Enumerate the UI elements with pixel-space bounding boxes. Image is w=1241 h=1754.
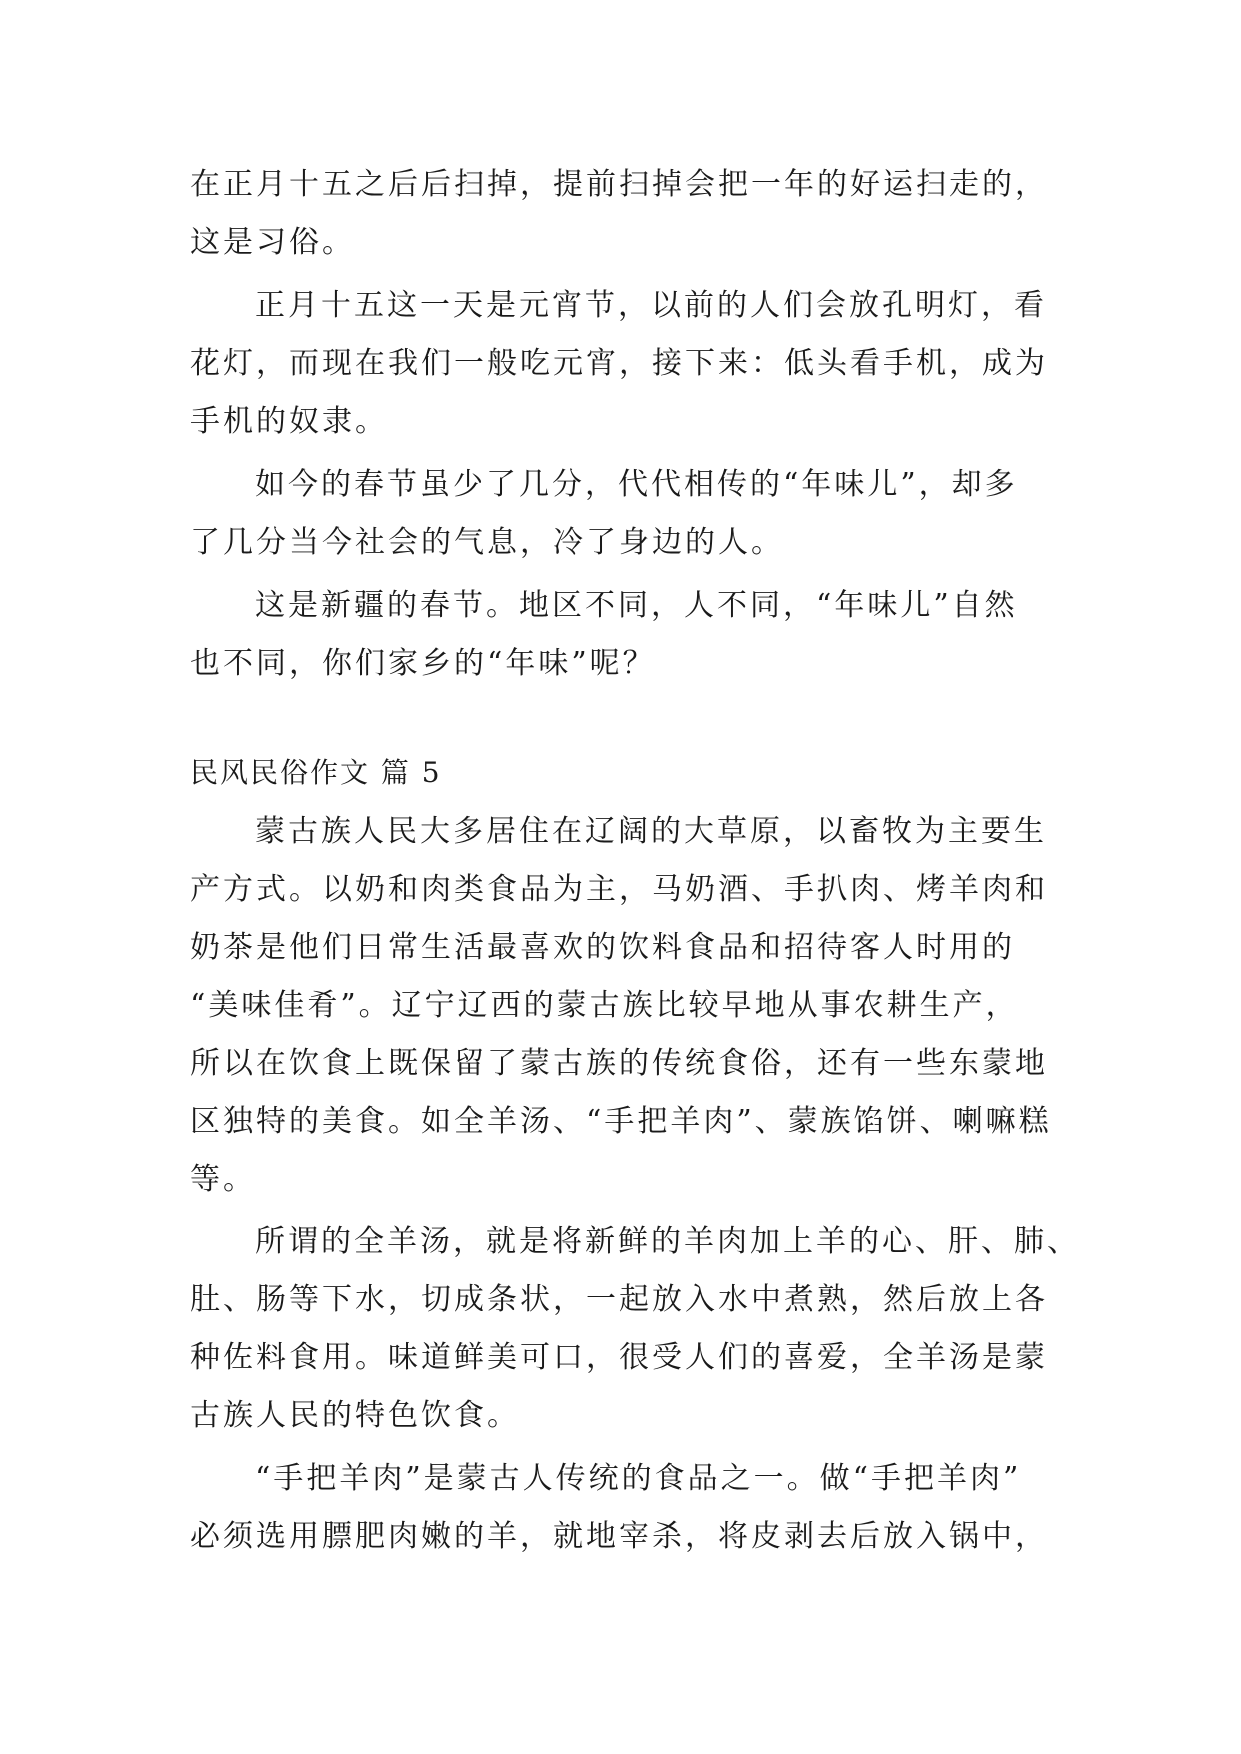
paragraph-line: 也不同，你们家乡的“年味”呢？	[190, 646, 656, 681]
paragraph-line: 等。	[190, 1162, 256, 1197]
paragraph-line: 所以在饮食上既保留了蒙古族的传统食俗，还有一些东蒙地	[190, 1046, 1048, 1081]
paragraph-line: “手把羊肉”是蒙古人传统的食品之一。做“手把羊肉”	[255, 1461, 1022, 1496]
paragraph-line: 如今的春节虽少了几分，代代相传的“年味儿”，却多	[255, 467, 1018, 502]
paragraph-line: 蒙古族人民大多居住在辽阔的大草原，以畜牧为主要生	[255, 814, 1047, 849]
paragraph-line: 区独特的美食。如全羊汤、“手把羊肉”、蒙族馅饼、喇嘛糕	[190, 1104, 1052, 1139]
section-heading: 民风民俗作文 篇 5	[190, 756, 442, 789]
paragraph-line: 花灯，而现在我们一般吃元宵，接下来：低头看手机，成为	[190, 346, 1048, 381]
paragraph-line: 所谓的全羊汤，就是将新鲜的羊肉加上羊的心、肝、肺、	[255, 1224, 1080, 1259]
paragraph-line: 这是习俗。	[190, 225, 355, 260]
paragraph-line: 这是新疆的春节。地区不同，人不同，“年味儿”自然	[255, 588, 1018, 623]
paragraph-line: “美味佳肴”。辽宁辽西的蒙古族比较早地从事农耕生产，	[190, 988, 1019, 1023]
paragraph-line: 在正月十五之后后扫掉，提前扫掉会把一年的好运扫走的，	[190, 167, 1048, 202]
paragraph-line: 了几分当今社会的气息，冷了身边的人。	[190, 525, 784, 560]
paragraph-line: 正月十五这一天是元宵节，以前的人们会放孔明灯，看	[255, 288, 1047, 323]
paragraph-line: 古族人民的特色饮食。	[190, 1398, 520, 1433]
paragraph-line: 必须选用膘肥肉嫩的羊，就地宰杀，将皮剥去后放入锅中，	[190, 1519, 1048, 1554]
paragraph-line: 奶茶是他们日常生活最喜欢的饮料食品和招待客人时用的	[190, 930, 1015, 965]
paragraph-line: 种佐料食用。味道鲜美可口，很受人们的喜爱，全羊汤是蒙	[190, 1340, 1048, 1375]
paragraph-line: 产方式。以奶和肉类食品为主，马奶酒、手扒肉、烤羊肉和	[190, 872, 1048, 907]
paragraph-line: 肚、肠等下水，切成条状，一起放入水中煮熟，然后放上各	[190, 1282, 1048, 1317]
paragraph-line: 手机的奴隶。	[190, 404, 388, 439]
